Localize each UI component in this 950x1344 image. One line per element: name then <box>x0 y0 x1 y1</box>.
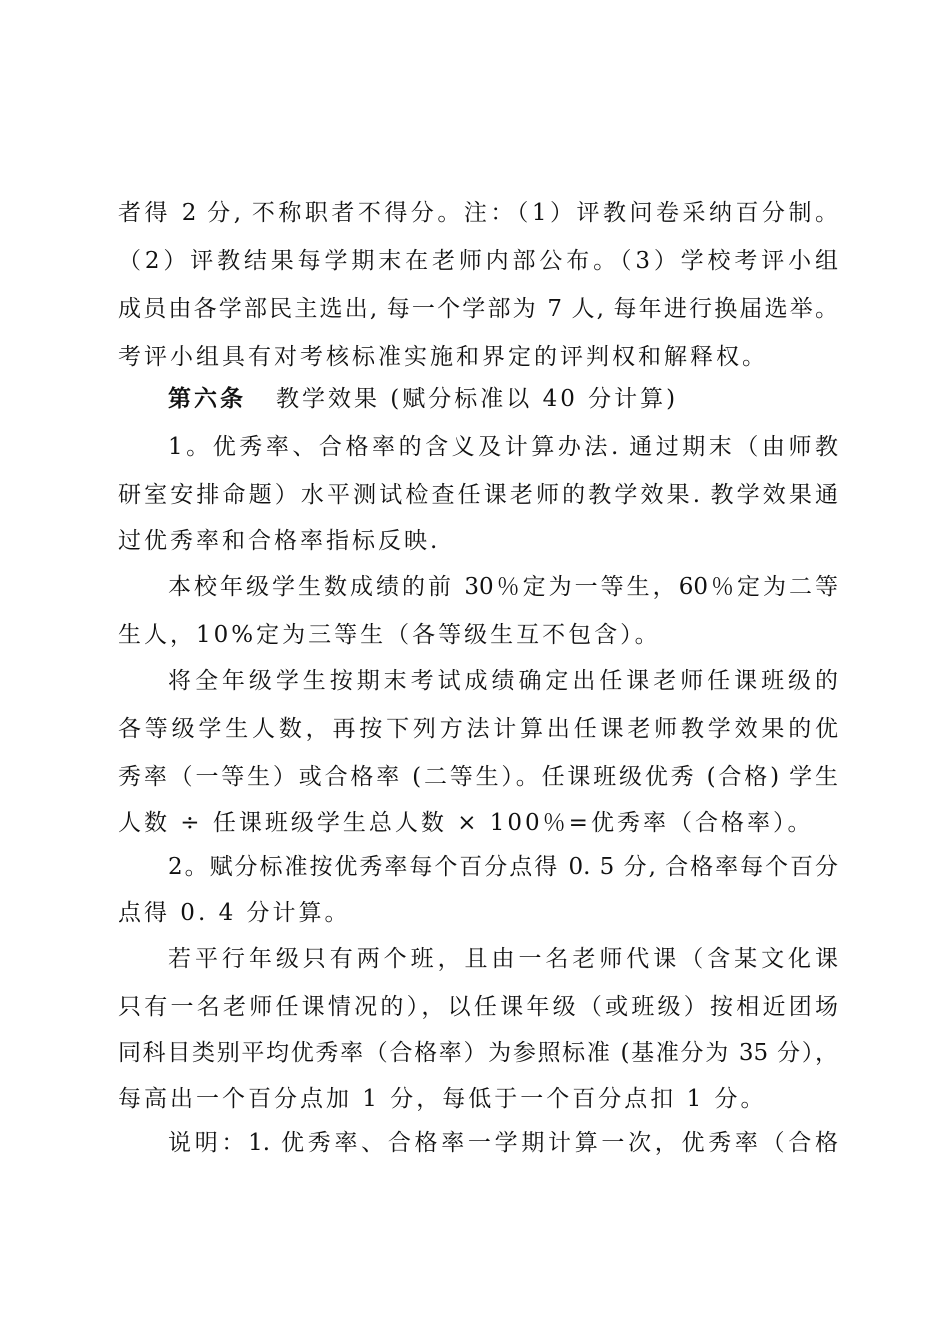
text-line: 成员由各学部民主选出, 每一个学部为 7 人, 每年进行换届选举。 <box>118 296 838 322</box>
text-line: 各等级学生人数，再按下列方法计算出任课老师教学效果的优 <box>118 716 838 742</box>
text-line: 过优秀率和合格率指标反映. <box>118 528 441 554</box>
text-line: 2。赋分标准按优秀率每个百分点得 0. 5 分, 合格率每个百分 <box>168 854 838 880</box>
section-heading <box>168 384 848 414</box>
text-line: 1。优秀率、合格率的含义及计算办法. 通过期末（由师教 <box>168 434 838 460</box>
text-line: 点得 0. 4 分计算。 <box>118 900 351 926</box>
text-line: 同科目类别平均优秀率（合格率）为参照标准 (基准分为 35 分）， <box>118 1040 838 1066</box>
text-line: （2）评教结果每学期末在老师内部公布。（3）学校考评小组 <box>118 248 838 274</box>
text-line: 者得 2 分, 不称职者不得分。注：（1）评教问卷采纳百分制。 <box>118 200 838 226</box>
text-line: 将全年级学生按期末考试成绩确定出任课老师任课班级的 <box>168 668 838 694</box>
section-label: 第六条 <box>168 385 246 412</box>
text-line: 秀率（一等生）或合格率 (二等生）。任课班级优秀 (合格) 学生 <box>118 764 838 790</box>
text-line: 说明：1. 优秀率、合格率一学期计算一次，优秀率（合格 <box>168 1130 838 1156</box>
text-line: 本校年级学生数成绩的前 30％定为一等生，60％定为二等 <box>168 574 838 600</box>
text-line: 若平行年级只有两个班，且由一名老师代课（含某文化课 <box>168 946 838 972</box>
text-line: 生人，10%定为三等生（各等级生互不包含）。 <box>118 622 661 648</box>
text-line: 每高出一个百分点加 1 分，每低于一个百分点扣 1 分。 <box>118 1086 767 1112</box>
text-line: 研室安排命题）水平测试检查任课老师的教学效果. 教学效果通 <box>118 482 838 508</box>
text-line: 人数 ÷ 任课班级学生总人数 × 100％=优秀率（合格率）。 <box>118 810 814 836</box>
text-line: 考评小组具有对考核标准实施和界定的评判权和解释权。 <box>118 344 768 370</box>
section-title: 教学效果 (赋分标准以 40 分计算) <box>276 386 679 412</box>
text-line: 只有一名老师任课情况的），以任课年级（或班级）按相近团场 <box>118 994 838 1020</box>
